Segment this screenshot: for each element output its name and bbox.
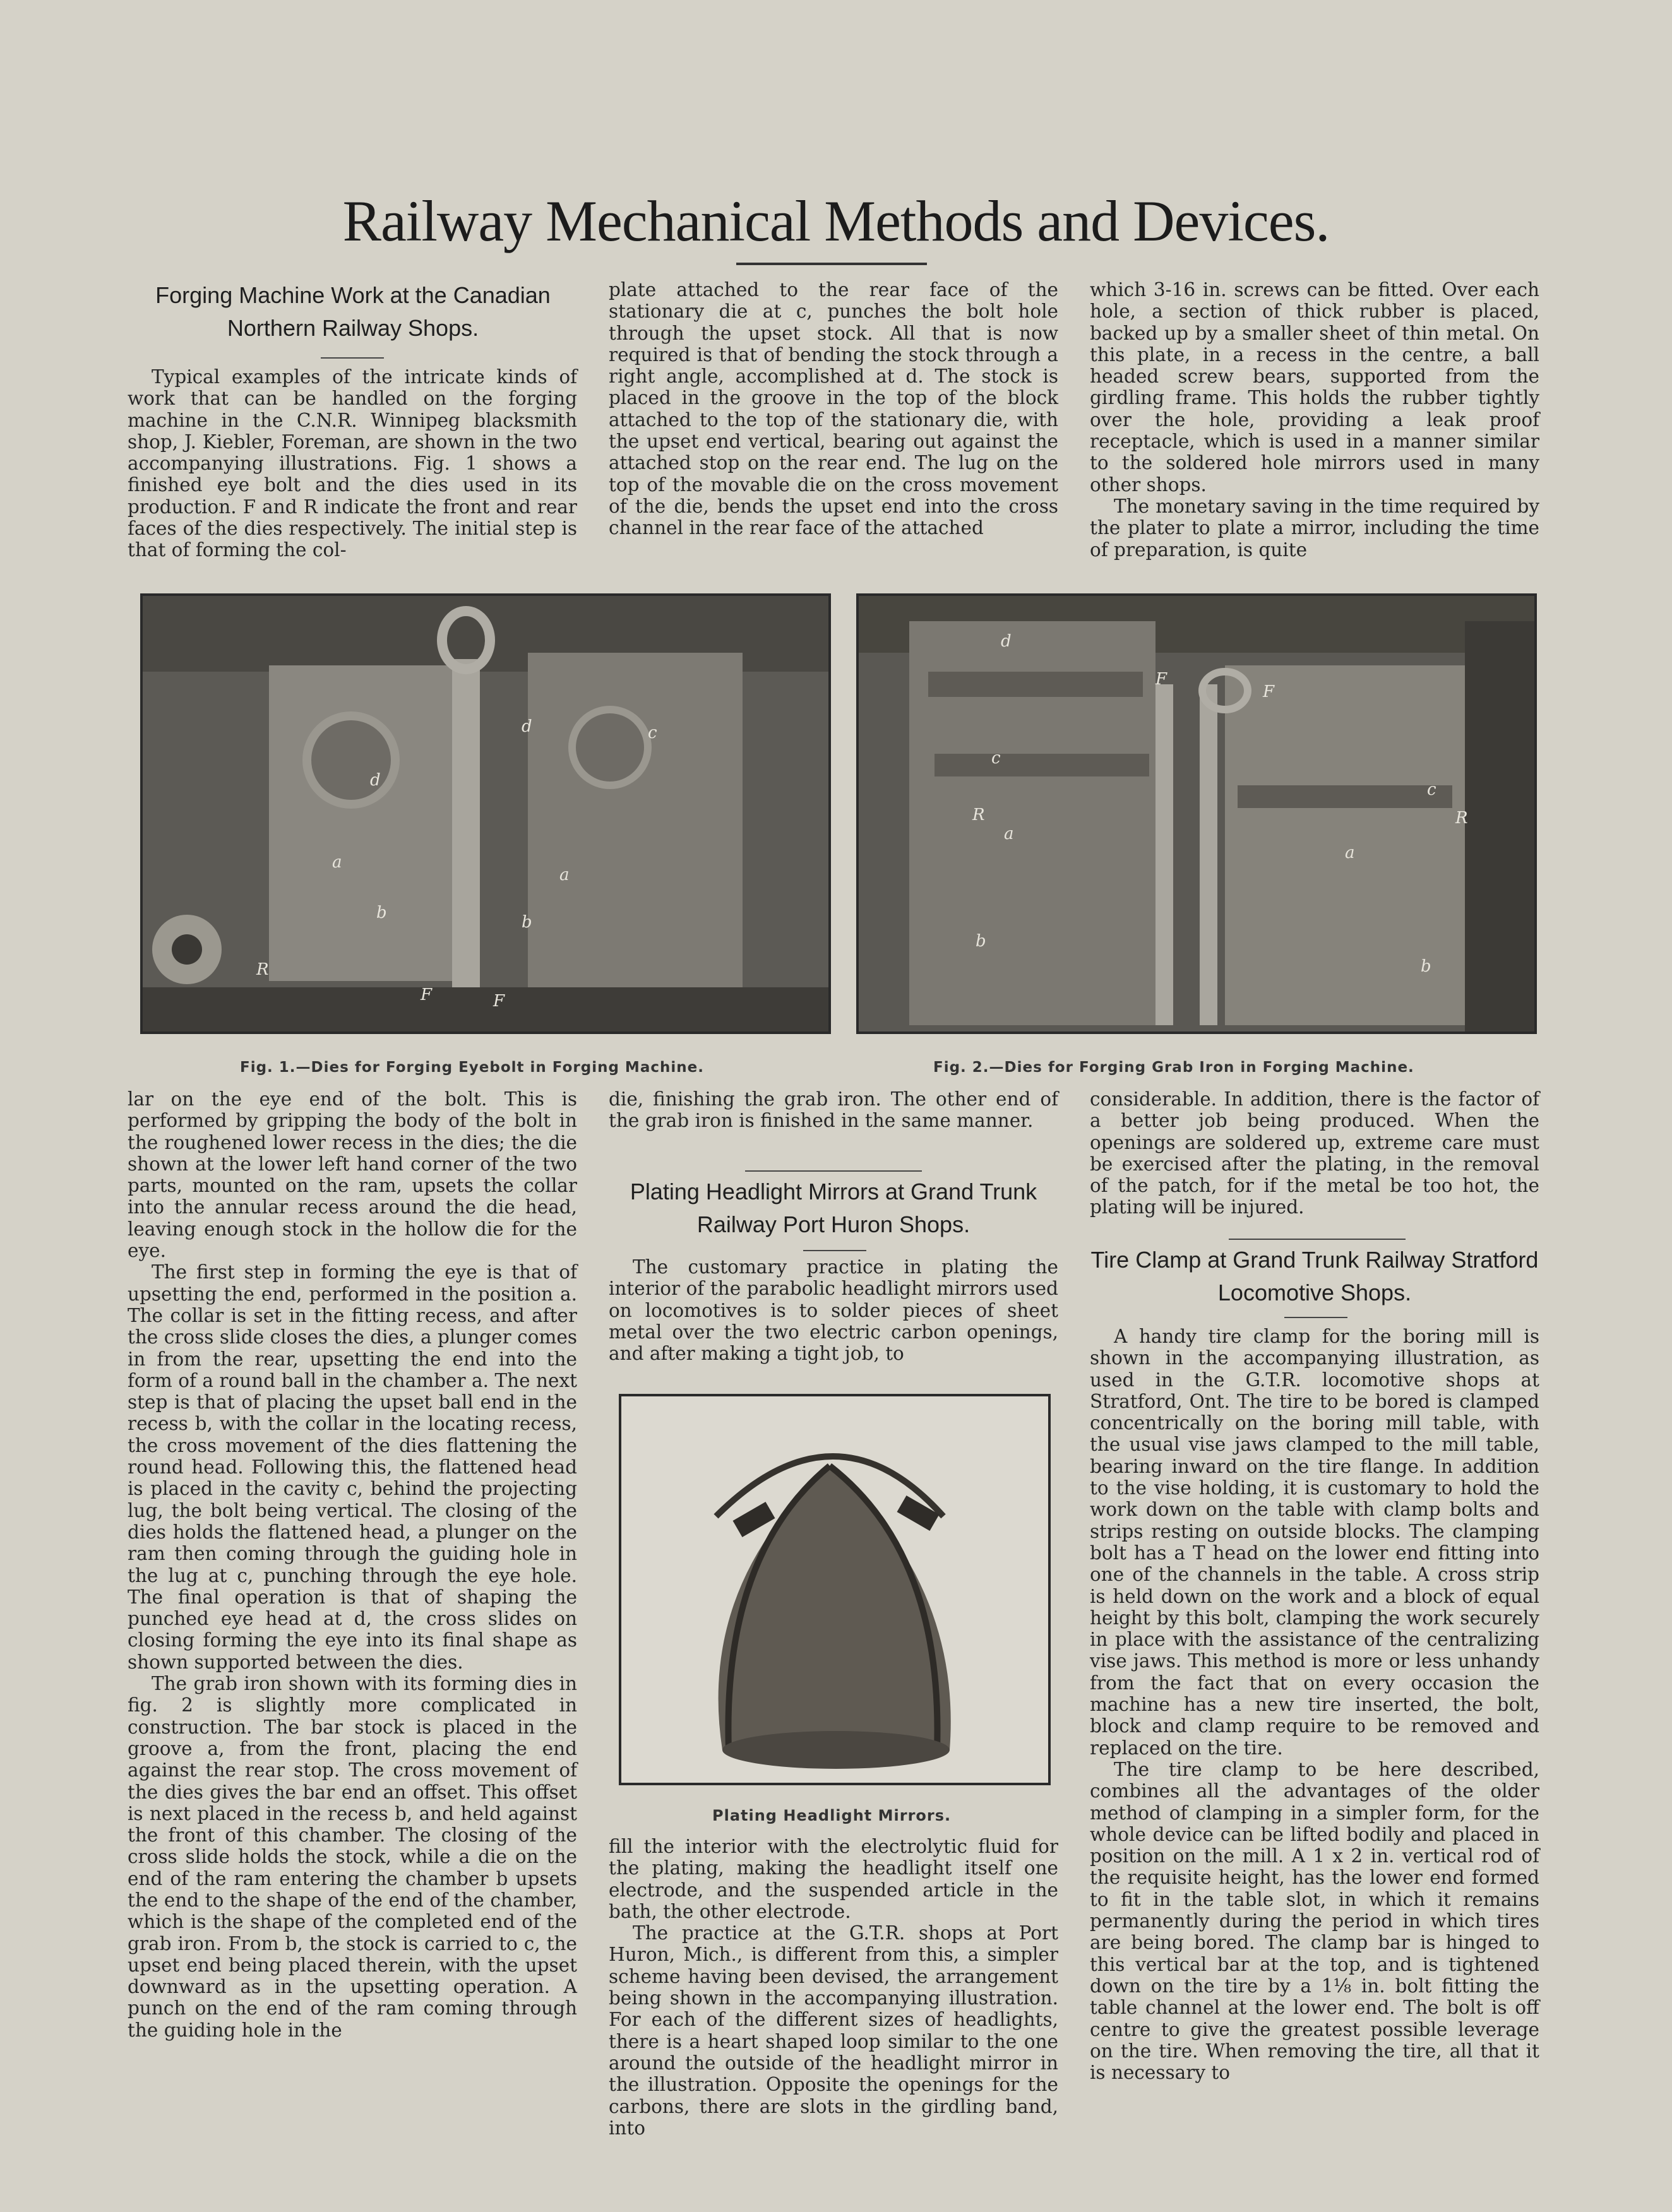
paragraph: die, finishing the grab iron. The other end of the grab iron is finished in the same manner.	[609, 1088, 1058, 1132]
fig2-label: b	[976, 932, 986, 951]
fig1-label: F	[493, 992, 505, 1011]
figure-1-photo	[140, 593, 831, 1034]
paragraph: lar on the eye end of the bolt. This is performed by gripping the body of the bolt in the roughened lower recess in the dies; the die shown at the lower left hand corner of the two parts, mounted on the ram, upsets the collar into the annular recess around the die head, leaving enough stock in the hollow die for the eye.	[128, 1088, 577, 1262]
article3-body	[1090, 1326, 1539, 2083]
fig2-label: F	[1263, 682, 1275, 701]
figure-3-photo	[619, 1394, 1051, 1785]
fig2-label: a	[1004, 824, 1014, 843]
fig1-label: c	[648, 723, 657, 742]
article2-heading: Plating Headlight Mirrors at Grand Trunk Railway Port Huron Shops.	[630, 1179, 1037, 1237]
fig2-label: b	[1421, 957, 1431, 976]
paragraph: A handy tire clamp for the boring mill is shown in the accompanying illustration, as used in the G.T.R. locomotive shops at Stratford, Ont. The tire to be bored is clamped concentrically on the boring mill table, with the usual vise jaws clamped to the mill table, bearing inward on the tire flange. In addition to the vise holding, it is customary to hold the work down on the table with clamp bolts and strips resting on outside blocks. The clamping bolt has a T head on the lower end fitting into one of the channels in the table. A cross strip is held down on the work and a block of equal height by this bolt, clamping the work securely in place with the assistance of the centralizing vise jaws. This method is more or less unhandy from the fact that on every occasion the machine has a new tire inserted, the bolt, block and clamp require to be removed and replaced on the tire.	[1090, 1326, 1539, 1759]
article2-col3-top	[1090, 279, 1539, 561]
title-rule	[736, 263, 927, 265]
paragraph: which 3-16 in. screws can be fitted. Over each hole, a section of thick rubber is placed, backed up by a smaller sheet of thin metal. On this plate, in a recess in the centre, a ball headed screw bears, supported from the girdling frame. This holds the rubber tightly over the hole, providing a leak proof receptacle, which is used in a manner similar to the soldered hole mirrors used in many other shops.	[1090, 279, 1539, 496]
article1-col1-bottom	[128, 1088, 577, 2041]
paragraph: The tire clamp to be here described, combines all the advantages of the older method of clamping in a simpler form, for the whole device can be lifted bodily and placed in position on the mill. A 1 x 2 in. vertical rod of the requisite height, has the lower end formed to fit in the table slot, in which it remains permanently during the period in which tires are being bored. The clamp bar is hinged to this vertical bar at the top, and is tightened down on the tire by a 1⅛ in. bolt fitting the table channel at the lower end. The bolt is off centre to give the greatest possible leverage on the tire. When removing the tire, all that it is necessary to	[1090, 1758, 1539, 2084]
figure-2-photo	[856, 593, 1537, 1034]
paragraph: The grab iron shown with its forming dies in fig. 2 is slightly more complicated in construction. The bar stock is placed in the groove a, from the front, placing the end against the rear stop. The cross movement of the dies gives the bar end an offset. This offset is next placed in the recess b, and held against the front of this chamber. The closing of the cross slide holds the stock, while a die on the end of the ram entering the chamber b upsets the end to the shape of the end of the chamber, which is the shape of the completed end of the grab iron. From b, the stock is carried to c, the upset end being placed therein, with the upset downward as in the upsetting operation. A punch on the end of the ram coming through the guiding hole in the	[128, 1673, 577, 2041]
article3-heading-rule	[1284, 1317, 1347, 1318]
figure-1-caption: Fig. 1.—Dies for Forging Eyebolt in Forging Machine.	[240, 1059, 704, 1076]
article3-heading: Tire Clamp at Grand Trunk Railway Stratford Locomotive Shops.	[1090, 1247, 1539, 1305]
fig2-label: a	[1345, 843, 1355, 862]
fig2-label: d	[1001, 632, 1012, 651]
paragraph: The practice at the G.T.R. shops at Port Huron, Mich., is different from this, a simpler scheme having been devised, the arrangement being shown in the accompanying illustration. For each of the different sizes of headlights, there is a heart shaped loop similar to the one around the outside of the headlight mirror in the illustration. Opposite the openings for the carbons, there are slots in the girdling band, into	[609, 1922, 1058, 2139]
paragraph: plate attached to the rear face of the stationary die at c, punches the bolt hole through the upset stock. All that is now required is that of bending the stock through a right angle, accomplished at d. The stock is placed in the groove in the top of the block attached to the top of the stationary die, with the upset end vertical, bearing out against the attached stop on the rear end. The lug on the top of the movable die on the cross movement of the die, bends the upset end into the cross channel in the rear face of the attached	[609, 279, 1058, 539]
article2-body	[609, 1836, 1058, 2139]
fig2-label: F	[1155, 670, 1167, 689]
fig1-label: R	[256, 960, 269, 979]
fig2-label: c	[991, 749, 1001, 768]
article1-col2-top	[609, 279, 1058, 539]
article1-heading: Forging Machine Work at the Canadian Northern Railway Shops.	[155, 282, 551, 341]
figure-2-caption: Fig. 2.—Dies for Forging Grab Iron in Forging Machine.	[933, 1059, 1414, 1076]
article1-heading-rule	[321, 357, 384, 359]
article1-col2-bottom	[609, 1088, 1058, 1132]
fig2-label: c	[1427, 780, 1436, 799]
paragraph: fill the interior with the electrolytic fluid for the plating, making the headlight itself one electrode, and the suspended article in the bath, the other electrode.	[609, 1836, 1058, 1922]
article2-col3-bottom	[1090, 1088, 1539, 1218]
fig1-label: b	[522, 913, 532, 932]
page-title: Railway Mechanical Methods and Devices.	[342, 189, 1330, 253]
figure-3-image	[621, 1396, 1048, 1783]
section-rule	[745, 1170, 922, 1172]
paragraph: The customary practice in plating the interior of the parabolic headlight mirrors used on locomotives is to solder pieces of sheet metal over the two electric carbon openings, and after making a tight job, to	[609, 1256, 1058, 1365]
fig1-label: d	[370, 771, 381, 790]
fig2-label: R	[1455, 809, 1468, 828]
paragraph: The monetary saving in the time required by the plater to plate a mirror, including the time of preparation, is quite	[1090, 495, 1539, 561]
fig1-label: a	[332, 853, 342, 872]
article2-intro	[609, 1256, 1058, 1364]
fig1-label: a	[559, 865, 570, 884]
figure-3-caption: Plating Headlight Mirrors.	[712, 1807, 952, 1824]
paragraph: Typical examples of the intricate kinds of work that can be handled on the forging machine in the C.N.R. Winnipeg blacksmith shop, J. Kiebler, Foreman, are shown in the two accompanying illustrations. Fig. 1 shows a finished eye bolt and the dies used in its production. F and R indicate the front and rear faces of the dies respectively. The initial step is that of forming the col-	[128, 366, 577, 561]
paragraph: considerable. In addition, there is the factor of a better job being produced. When the openings are soldered up, extreme care must be exercised after the plating, in the removal of the patch, for if the metal be too hot, the plating will be injured.	[1090, 1088, 1539, 1218]
fig2-label: R	[972, 806, 985, 824]
fig1-label: b	[376, 903, 387, 922]
figure-2-image	[859, 596, 1534, 1032]
fig1-label: d	[522, 717, 532, 736]
fig1-label: F	[421, 985, 433, 1004]
figure-1-image	[143, 596, 828, 1032]
article2-heading-rule	[803, 1250, 866, 1251]
paragraph: The first step in forming the eye is that of upsetting the end, performed in the position a. The collar is set in the fitting recess, and after the cross slide closes the dies, a plunger comes in from the rear, upsetting the end into the form of a round ball in the chamber a. The next step is that of placing the upset ball end in the recess b, with the collar in the locating recess, the cross movement of the dies flattening the round head. Following this, the flattened head is placed in the cavity c, behind the projecting lug, the bolt being vertical. The closing of the dies holds the flattened head, a plunger on the ram then coming through the guiding hole in the lug at c, punching through the eye hole. The final operation is that of shaping the punched eye head at d, the cross slides on closing forming the eye into its final shape as shown supported between the dies.	[128, 1261, 577, 1673]
section-rule	[1229, 1239, 1406, 1240]
article1-col1-top	[128, 366, 577, 561]
